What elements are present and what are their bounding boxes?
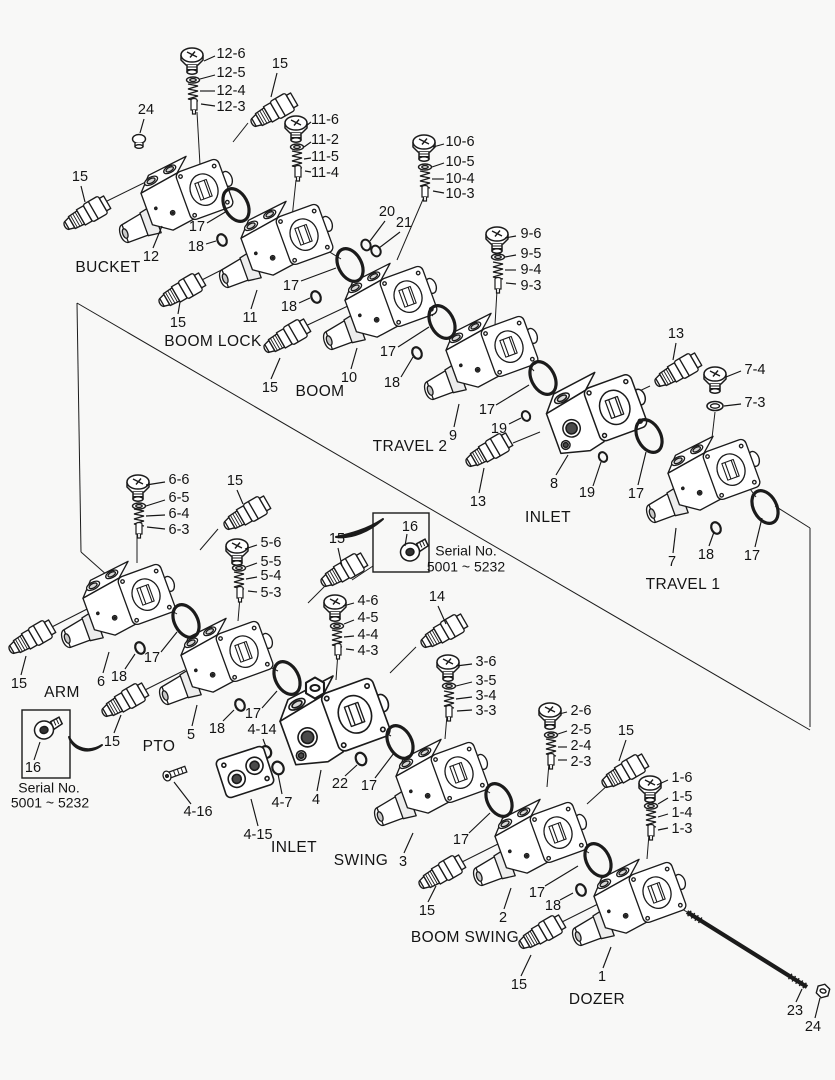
leader-line — [755, 518, 762, 547]
part-number-label: 15 — [10, 675, 28, 692]
leader-line — [174, 782, 191, 804]
part-number-label: 10 — [340, 369, 358, 386]
part-number-label: 24 — [137, 101, 155, 118]
leader-line — [673, 528, 676, 553]
cap-24 — [133, 135, 146, 149]
leader-line — [201, 104, 215, 106]
part-number-label: 2-5 — [570, 721, 592, 738]
part-number-label: 17 — [282, 277, 300, 294]
leader-line — [428, 886, 436, 902]
leader-line — [456, 697, 472, 699]
part-number-label: 7 — [667, 553, 677, 570]
leader-line — [248, 591, 257, 592]
part-number-label: 1-3 — [671, 820, 693, 837]
leader-line — [457, 710, 472, 711]
relief-valve-15 — [317, 551, 369, 593]
leader-line — [404, 833, 413, 853]
leader-line — [432, 163, 444, 167]
seal-washer — [331, 623, 344, 629]
part-number-label: 5-6 — [260, 534, 282, 551]
labels-layer — [11, 46, 821, 1035]
part-number-label: 9-5 — [520, 245, 542, 262]
section-name-label: DOZER — [568, 991, 626, 1009]
section-name-label: TRAVEL 1 — [645, 576, 721, 594]
part-number-label: 17 — [244, 705, 262, 722]
cover-plate-4-15 — [215, 745, 275, 798]
leader-line — [81, 186, 85, 202]
arm-section — [45, 549, 184, 652]
part-number-label: 4-16 — [183, 803, 213, 820]
part-number-label: 18 — [280, 298, 298, 315]
part-number-label: 15 — [226, 472, 244, 489]
part-number-label: 1-5 — [671, 788, 693, 805]
part-number-label: 15 — [261, 379, 279, 396]
inlet-section — [539, 359, 656, 460]
relief-valve-15 — [220, 494, 272, 536]
spring — [493, 262, 503, 279]
oring-18 — [309, 290, 322, 305]
leader-line — [401, 357, 413, 377]
pointer-arrow — [69, 737, 102, 751]
part-number-label: 19 — [578, 484, 596, 501]
leader-line — [658, 828, 668, 830]
part-number-label: 17 — [143, 649, 161, 666]
part-number-label: Serial No. — [18, 779, 80, 796]
leader-line — [304, 158, 311, 159]
leader-line — [433, 191, 444, 193]
seal-washer — [545, 732, 558, 738]
leader-line — [509, 418, 521, 424]
boom-section — [307, 251, 446, 354]
section-name-label: PTO — [142, 738, 176, 756]
part-number-label: 15 — [103, 733, 121, 750]
leader-line — [246, 563, 257, 567]
leader-line — [103, 652, 109, 673]
plug-12-6 — [181, 48, 203, 74]
leader-line — [658, 814, 668, 817]
part-number-label: 5001 ~ 5232 — [426, 558, 506, 575]
part-number-label: 6 — [96, 673, 106, 690]
leader-line — [200, 75, 215, 79]
relief-valve-13 — [651, 351, 703, 393]
part-number-label: 4-4 — [357, 626, 379, 643]
leader-line — [375, 753, 394, 778]
leader-line — [796, 989, 802, 1002]
leader-line — [456, 682, 472, 686]
part-number-label: 17 — [188, 218, 206, 235]
leader-line — [593, 462, 601, 486]
part-number-label: 19 — [490, 420, 508, 437]
leader-line — [370, 221, 385, 241]
nut-24 — [815, 983, 830, 1000]
seal-washer — [419, 164, 432, 170]
part-number-label: 11-4 — [311, 164, 339, 181]
part-number-label: 9-6 — [520, 225, 542, 242]
part-number-label: 9-4 — [520, 261, 542, 278]
part-number-label: 1-6 — [671, 769, 693, 786]
part-number-label: 4-7 — [271, 794, 293, 811]
leader-line — [724, 404, 741, 406]
relief-valve-15 — [155, 271, 207, 313]
part-number-label: 4-14 — [247, 721, 277, 738]
poppet — [191, 99, 197, 115]
part-number-label: Serial No. — [435, 542, 497, 559]
part-number-label: 4-6 — [357, 592, 379, 609]
part-number-label: 15 — [271, 55, 289, 72]
part-number-label: 22 — [331, 775, 349, 792]
leader-line — [271, 358, 280, 379]
part-number-label: 7-3 — [744, 394, 766, 411]
part-number-label: 15 — [418, 902, 436, 919]
part-number-label: 3-5 — [475, 672, 497, 689]
relief-valve-15 — [415, 853, 467, 895]
part-number-label: 10-5 — [445, 153, 475, 170]
part-number-label: 12 — [142, 248, 160, 265]
diagram-line — [712, 412, 715, 438]
part-number-label: 17 — [528, 884, 546, 901]
poppet — [548, 754, 554, 770]
part-number-label: 15 — [617, 722, 635, 739]
section-name-label: BOOM LOCK — [164, 333, 262, 351]
relief-valve-15 — [515, 913, 567, 955]
leader-line — [346, 649, 354, 650]
leader-line — [558, 731, 567, 734]
leader-line — [815, 998, 820, 1018]
leader-line — [545, 866, 578, 886]
part-number-label: 1 — [597, 968, 607, 985]
leader-line — [344, 620, 354, 624]
leader-line — [345, 765, 357, 776]
poppet — [237, 587, 243, 603]
part-number-label: 17 — [743, 547, 761, 564]
part-number-label: 4 — [311, 791, 321, 808]
part-number-label: 7-4 — [744, 361, 766, 378]
plug-11-6 — [285, 116, 307, 142]
relief-valve-15 — [5, 618, 57, 660]
part-number-label: 15 — [510, 976, 528, 993]
hex-plug — [306, 678, 324, 699]
part-number-label: 16 — [24, 759, 42, 776]
part-number-label: 12-5 — [216, 64, 246, 81]
seal-washer — [291, 144, 304, 150]
seal-washer — [133, 503, 146, 509]
travel1-section — [627, 424, 769, 527]
leader-line — [638, 452, 646, 485]
part-number-label: 6-5 — [168, 489, 190, 506]
part-number-label: 17 — [360, 777, 378, 794]
leader-line — [479, 468, 484, 493]
diagram-line — [81, 552, 108, 576]
diagram-line — [200, 529, 218, 550]
plug-7-4 — [704, 367, 726, 393]
leader-line — [603, 947, 611, 968]
leader-line — [344, 636, 354, 637]
leader-line — [146, 515, 165, 516]
plug-10-6 — [413, 135, 435, 161]
part-number-label: 6-6 — [168, 471, 190, 488]
leader-line — [140, 119, 144, 133]
part-number-label: 3-3 — [475, 702, 497, 719]
section-name-label: INLET — [271, 839, 317, 857]
leader-line — [271, 73, 277, 97]
diagram-line — [547, 763, 549, 787]
part-number-label: 15 — [71, 168, 89, 185]
part-number-label: 2 — [498, 909, 508, 926]
part-number-label: 11-6 — [311, 111, 339, 128]
diagram-line — [390, 647, 416, 673]
plug-9-6 — [486, 227, 508, 253]
poppet — [495, 278, 501, 294]
seal-washer — [492, 254, 505, 260]
section-name-label: INLET — [525, 509, 571, 527]
leader-line — [506, 283, 516, 284]
leader-line — [192, 705, 197, 726]
leader-line — [556, 455, 568, 475]
part-number-label: 2-4 — [570, 737, 592, 754]
part-number-label: 18 — [544, 897, 562, 914]
part-number-label: 8 — [549, 475, 559, 492]
part-number-label: 5-5 — [260, 553, 282, 570]
seal-washer — [443, 683, 456, 689]
part-number-label: 18 — [187, 238, 205, 255]
socket-plug-16 — [33, 717, 64, 741]
plug-1-6 — [639, 776, 661, 802]
leader-line — [237, 490, 243, 504]
part-number-label: 16 — [401, 518, 419, 535]
dozer-section — [556, 847, 695, 950]
leader-line — [204, 56, 215, 61]
leader-line — [146, 500, 165, 506]
part-number-label: 3-6 — [475, 653, 497, 670]
part-number-label: 12-4 — [216, 82, 246, 99]
seal-washer — [187, 77, 200, 83]
leader-line — [560, 893, 573, 900]
oring-7-3 — [707, 402, 723, 411]
leader-line — [709, 532, 714, 546]
section-name-label: BOOM SWING — [410, 929, 520, 947]
leader-line — [304, 142, 311, 147]
leader-line — [246, 577, 257, 579]
part-number-label: 21 — [395, 214, 413, 231]
leader-line — [251, 290, 257, 309]
section-name-label: SWING — [333, 852, 389, 870]
relief-valve-15 — [98, 681, 150, 723]
seal-washer — [233, 565, 246, 571]
leader-line — [114, 715, 121, 733]
plug-6-6 — [127, 475, 149, 501]
screw-4-16 — [162, 764, 188, 782]
leader-line — [496, 385, 529, 405]
part-number-label: 17 — [478, 401, 496, 418]
leader-line — [206, 241, 216, 244]
plug-3-6 — [437, 655, 459, 681]
section-name-label: BUCKET — [75, 259, 141, 277]
part-number-label: 5-4 — [260, 567, 282, 584]
part-number-label: 12-6 — [216, 45, 246, 62]
section-name-label: TRAVEL 2 — [372, 438, 448, 456]
part-number-label: 2-3 — [570, 753, 592, 770]
part-number-label: 5-3 — [260, 584, 282, 601]
part-number-label: 3 — [398, 853, 408, 870]
part-number-label: 17 — [379, 343, 397, 360]
part-number-label: 4-5 — [357, 609, 379, 626]
part-number-label: 10-4 — [445, 170, 475, 187]
part-number-label: 24 — [804, 1018, 822, 1035]
diagram-line — [445, 715, 447, 739]
part-number-label: 10-3 — [445, 185, 475, 202]
part-number-label: 5 — [186, 726, 196, 743]
part-number-label: 6-4 — [168, 505, 190, 522]
leader-line — [504, 888, 511, 909]
bucket-section — [103, 144, 242, 247]
leader-line — [454, 404, 459, 427]
leader-line — [658, 798, 668, 804]
tie-rod-23 — [687, 911, 807, 988]
part-number-label: 17 — [627, 485, 645, 502]
oring-18 — [215, 233, 228, 248]
leader-line — [34, 742, 40, 760]
section-name-label: ARM — [44, 684, 80, 702]
oring-18 — [574, 883, 587, 898]
plug-5-6 — [226, 539, 248, 565]
part-number-label: 13 — [667, 325, 685, 342]
oring-18 — [709, 521, 722, 536]
oring-19 — [520, 410, 531, 422]
leader-line — [21, 656, 26, 675]
part-number-label: 3-4 — [475, 687, 497, 704]
swing-section — [358, 727, 497, 830]
diagram-line — [775, 506, 810, 528]
part-number-label: 15 — [169, 314, 187, 331]
leader-line — [398, 327, 429, 347]
part-number-label: 10-6 — [445, 133, 475, 150]
leader-line — [521, 955, 531, 976]
poppet — [648, 825, 654, 841]
part-number-label: 9 — [448, 427, 458, 444]
part-number-label: 12-3 — [216, 98, 246, 115]
part-number-label: 23 — [786, 1002, 804, 1019]
part-number-label: 15 — [328, 530, 346, 547]
leader-line — [505, 255, 516, 257]
leader-line — [178, 302, 180, 314]
diagram-line — [233, 123, 248, 142]
leader-line — [469, 813, 490, 833]
leader-line — [251, 799, 258, 826]
diagram-line — [197, 112, 200, 165]
leader-line — [673, 343, 676, 360]
leader-line — [161, 632, 177, 652]
pto-section — [143, 606, 282, 709]
leader-line — [223, 710, 234, 721]
part-number-label: 17 — [452, 831, 470, 848]
part-number-label: 5001 ~ 5232 — [10, 794, 90, 811]
part-number-label: 18 — [208, 720, 226, 737]
leader-line — [125, 654, 135, 669]
part-number-label: 18 — [110, 668, 128, 685]
part-number-label: 11-2 — [311, 131, 339, 148]
leader-line — [726, 371, 741, 377]
plug-2-6 — [539, 703, 561, 729]
relief-valve-15 — [260, 317, 312, 359]
part-number-label: 13 — [469, 493, 487, 510]
leader-line — [301, 268, 336, 281]
part-number-label: 4-3 — [357, 642, 379, 659]
leader-line — [147, 527, 165, 529]
leader-line — [379, 232, 400, 248]
oring-22 — [354, 751, 369, 767]
boom-swing-section — [457, 787, 596, 890]
part-number-label: 4-15 — [243, 826, 273, 843]
leader-line — [619, 740, 626, 761]
part-number-label: 11 — [242, 309, 258, 326]
poppet — [295, 166, 301, 182]
leader-line — [317, 770, 321, 791]
socket-plug-16 — [399, 539, 430, 563]
relief-valve-15 — [60, 194, 112, 236]
part-number-label: 9-3 — [520, 277, 542, 294]
diagram-line — [495, 290, 497, 325]
part-number-label: 11-5 — [311, 148, 339, 165]
leader-line — [351, 348, 357, 369]
poppet — [335, 644, 341, 660]
part-number-label: 6-3 — [168, 521, 190, 538]
part-number-label: 2-6 — [570, 702, 592, 719]
plug-4-6 — [324, 595, 346, 621]
part-number-label: 18 — [697, 546, 715, 563]
diagram-line — [513, 432, 540, 443]
seal-washer — [645, 803, 658, 809]
oring-19 — [597, 451, 608, 463]
leader-line — [278, 774, 282, 794]
part-number-label: 18 — [383, 374, 401, 391]
leader-line — [262, 691, 277, 708]
diagram-line — [647, 834, 649, 859]
part-number-label: 14 — [428, 588, 446, 605]
part-number-label: 20 — [378, 203, 396, 220]
leader-line — [299, 298, 310, 303]
part-number-label: 1-4 — [671, 804, 693, 821]
diagram-line — [77, 303, 81, 552]
section-name-label: BOOM — [295, 383, 345, 401]
